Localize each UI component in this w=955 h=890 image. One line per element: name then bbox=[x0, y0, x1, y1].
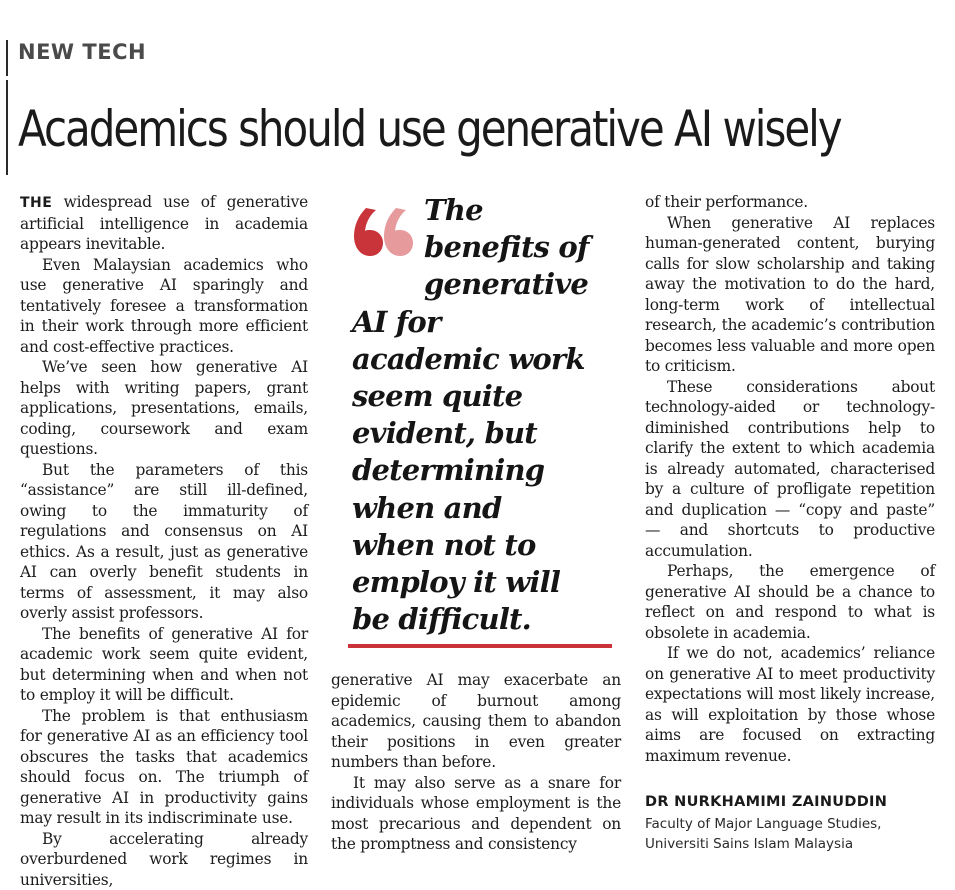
paragraph-9: It may also serve as a snare for individuals whose employment is the most precarious and dependent on the promptness and consistency bbox=[331, 773, 621, 855]
byline-author: DR NURKHAMIMI ZAINUDDIN bbox=[645, 794, 887, 810]
pull-quote-line: AI for bbox=[352, 304, 612, 341]
pull-quote-line: be difficult. bbox=[352, 601, 612, 638]
affiliation-line-2: Universiti Sains Islam Malaysia bbox=[645, 834, 945, 854]
paragraph-7: By accelerating already overburdened work regimes in universities, bbox=[20, 829, 308, 890]
paragraph-14: If we do not, academics’ reliance on generative AI to meet productivity expectations will most likely increase, as will exploitation by those whose aims are focused on extracting maximum revenue. bbox=[645, 643, 935, 766]
section-label: NEW TECH bbox=[18, 40, 146, 64]
pull-quote-line: determining bbox=[352, 452, 612, 489]
pull-quote-line: generative bbox=[352, 266, 612, 303]
pull-quote-line: seem quite bbox=[352, 378, 612, 415]
paragraph-11: When generative AI replaces human-generated content, burying calls for slow scholarship and taking away the motivation to do the hard, long-term work of intellectual research, the academic’s contribution becomes less valuable and more open to criticism. bbox=[645, 213, 935, 377]
affiliation-line-1: Faculty of Major Language Studies, bbox=[645, 814, 945, 834]
paragraph-1-text: widespread use of generative artificial intelligence in academia appears inevitable. bbox=[20, 193, 308, 253]
paragraph-5: The benefits of generative AI for academic work seem quite evident, but determining when and when not to employ it will be difficult. bbox=[20, 624, 308, 706]
paragraph-6: The problem is that enthusiasm for generative AI as an efficiency tool obscures the tasks that academics should focus on. The triumph of generative AI in productivity gains may result in its indiscriminate use. bbox=[20, 706, 308, 829]
byline-affiliation bbox=[645, 814, 945, 854]
paragraph-13: Perhaps, the emergence of generative AI should be a chance to reflect on and respond to what is obsolete in academia. bbox=[645, 561, 935, 643]
pull-quote-line: employ it will bbox=[352, 564, 612, 601]
section-rule-mid bbox=[6, 80, 8, 175]
pull-quote-line: The bbox=[352, 192, 612, 229]
lead-in-word: THE bbox=[20, 195, 52, 211]
pull-quote bbox=[352, 192, 612, 638]
headline: Academics should use generative AI wisely bbox=[18, 100, 841, 158]
pull-quote-line: evident, but bbox=[352, 415, 612, 452]
article-column-3 bbox=[645, 192, 935, 766]
pull-quote-line: benefits of bbox=[352, 229, 612, 266]
pull-quote-rule bbox=[348, 644, 612, 648]
paragraph-2: Even Malaysian academics who use generative AI sparingly and tentatively foresee a transformation in their work through more efficient and cost-effective practices. bbox=[20, 255, 308, 358]
article-column-2 bbox=[331, 670, 621, 855]
pull-quote-line: when not to bbox=[352, 527, 612, 564]
paragraph-4: But the parameters of this “assistance” are still ill-defined, owing to the immaturity of regulations and consensus on AI ethics. As a result, just as generative AI can overly benefit students in terms of assessment, it may also overly assist professors. bbox=[20, 460, 308, 624]
pull-quote-line: when and bbox=[352, 490, 612, 527]
paragraph-8: generative AI may exacerbate an epidemic of burnout among academics, causing them to abandon their positions in even greater numbers than before. bbox=[331, 670, 621, 773]
article-column-1 bbox=[20, 192, 308, 890]
paragraph-3: We’ve seen how generative AI helps with writing papers, grant applications, presentations, emails, coding, coursework and exam questions. bbox=[20, 357, 308, 460]
section-rule-top bbox=[6, 40, 8, 76]
quote-mark-icon bbox=[352, 200, 416, 260]
paragraph-1 bbox=[20, 192, 308, 255]
paragraph-12: These considerations about technology-aided or technology-diminished contributions help to clarify the extent to which academia is already automated, characterised by a culture of profligate repetition and duplication — “copy and paste” — and shortcuts to productive accumulation. bbox=[645, 377, 935, 562]
pull-quote-line: academic work bbox=[352, 341, 612, 378]
paragraph-10: of their performance. bbox=[645, 192, 935, 213]
